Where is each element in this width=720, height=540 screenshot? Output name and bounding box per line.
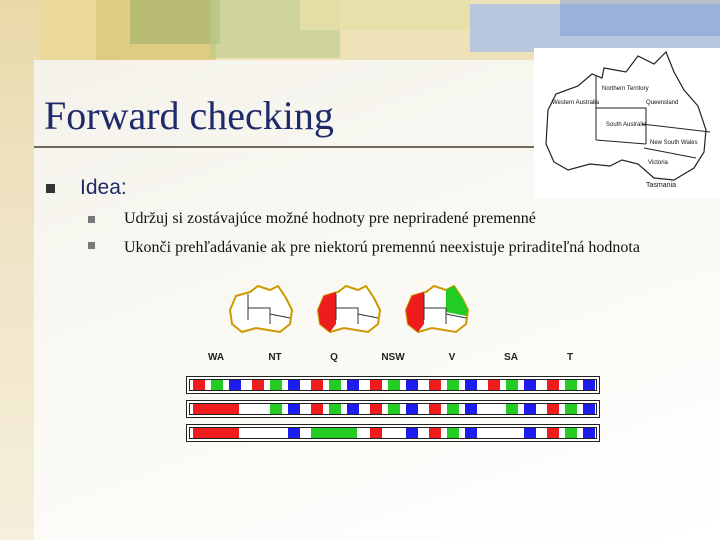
domain-value-blue [347, 404, 359, 414]
domain-value-red [370, 404, 382, 414]
domain-value-red [193, 380, 205, 390]
bullet-idea: Idea: [80, 176, 127, 199]
sub-bullet-marker [88, 242, 95, 249]
map-label-q: Queensland [646, 100, 679, 106]
title-underline [34, 146, 544, 148]
domain-value-green [388, 404, 400, 414]
domain-value-green [506, 404, 518, 414]
column-header-sa: SA [504, 352, 518, 363]
slide-title: Forward checking [44, 93, 334, 138]
mini-map-2 [318, 286, 380, 332]
domain-value-red [193, 428, 239, 438]
domain-value-green [270, 404, 282, 414]
domain-value-green [270, 380, 282, 390]
domain-value-blue [406, 428, 418, 438]
domain-value-green [447, 428, 459, 438]
domain-value-red [547, 428, 559, 438]
domain-value-blue [406, 380, 418, 390]
domain-value-blue [229, 380, 241, 390]
domain-value-red [429, 380, 441, 390]
map-label-t: Tasmania [646, 182, 676, 189]
domain-value-blue [465, 428, 477, 438]
domain-row [186, 376, 600, 394]
domain-value-green [211, 380, 223, 390]
australia-map [534, 48, 720, 198]
domain-value-green [311, 428, 357, 438]
mini-maps [226, 284, 470, 340]
domain-value-blue [347, 380, 359, 390]
map-label-nt: Northern Territory [602, 86, 649, 92]
domain-value-red [488, 380, 500, 390]
domain-value-green [506, 380, 518, 390]
domain-value-red [311, 380, 323, 390]
column-header-q: Q [330, 352, 338, 363]
column-header-v: V [448, 352, 456, 363]
domain-value-blue [583, 404, 595, 414]
domain-value-red [370, 428, 382, 438]
column-header-nsw: NSW [381, 352, 405, 363]
sub-bullet-1: Udržuj si zostávajúce možné hodnoty pre nepriradené premenné [124, 210, 536, 227]
domain-value-red [429, 404, 441, 414]
domain-value-blue [288, 404, 300, 414]
domain-value-red [311, 404, 323, 414]
sub-bullet-marker [88, 216, 95, 223]
domain-value-green [447, 380, 459, 390]
column-header-wa: WA [207, 352, 225, 363]
mini-map-3 [406, 286, 468, 332]
domain-value-blue [465, 380, 477, 390]
sub-bullet-2: Ukonči prehľadávanie ak pre niektorú premennú neexistuje priraditeľná hodnota [124, 239, 640, 256]
map-label-wa: Western Australia [552, 100, 599, 106]
domain-value-blue [524, 404, 536, 414]
map-label-v: Victoria [648, 160, 668, 166]
domain-value-red [547, 380, 559, 390]
domain-value-green [447, 404, 459, 414]
domain-value-blue [465, 404, 477, 414]
domain-value-green [565, 428, 577, 438]
domain-row [186, 424, 600, 442]
domain-value-red [252, 380, 264, 390]
domain-value-green [565, 404, 577, 414]
domain-value-green [329, 404, 341, 414]
mini-map-1 [230, 286, 292, 332]
column-header-t: T [566, 352, 574, 363]
domain-value-red [429, 428, 441, 438]
domain-value-blue [524, 428, 536, 438]
domain-value-blue [288, 380, 300, 390]
map-label-nsw: New South Wales [650, 140, 698, 146]
domain-value-green [565, 380, 577, 390]
domain-value-green [329, 380, 341, 390]
domain-value-blue [524, 380, 536, 390]
map-label-sa: South Australia [606, 122, 647, 128]
domain-value-red [370, 380, 382, 390]
domain-value-green [388, 380, 400, 390]
domain-value-blue [406, 404, 418, 414]
bullet-marker [46, 184, 55, 193]
domain-value-red [193, 404, 239, 414]
domain-value-blue [288, 428, 300, 438]
domain-value-blue [583, 380, 595, 390]
column-header-nt: NT [268, 352, 282, 363]
domain-value-red [547, 404, 559, 414]
domain-row [186, 400, 600, 418]
domain-value-blue [583, 428, 595, 438]
